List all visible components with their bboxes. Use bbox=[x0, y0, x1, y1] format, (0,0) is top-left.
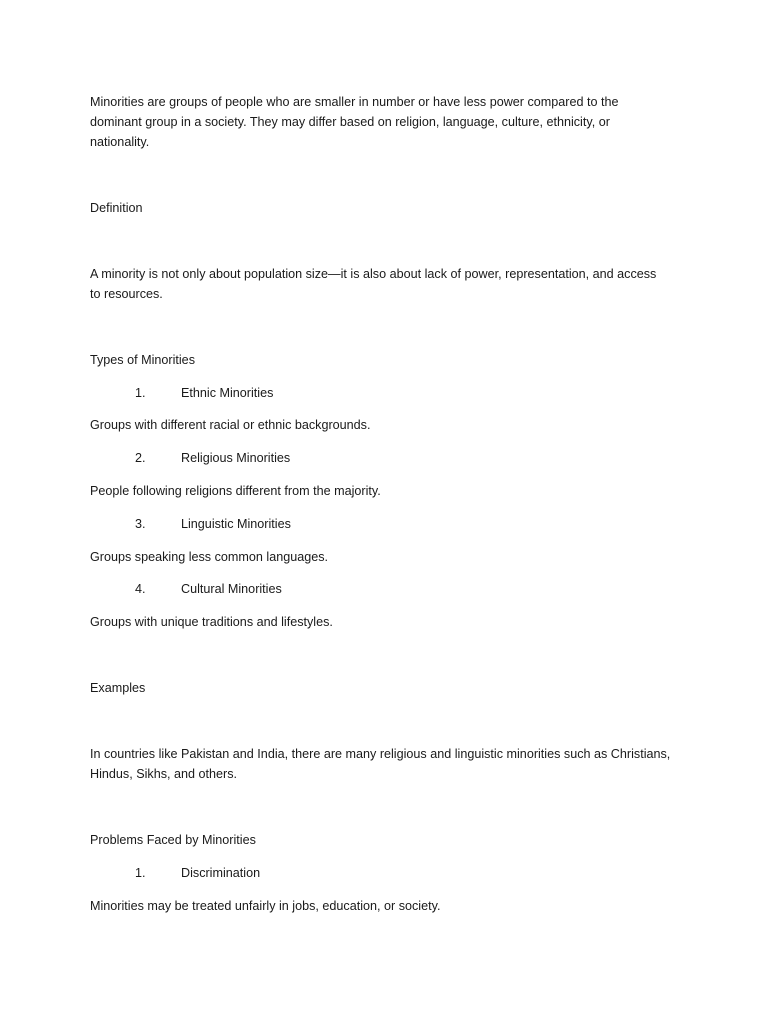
type-4-label: Cultural Minorities bbox=[181, 582, 282, 596]
definition-heading: Definition bbox=[90, 201, 143, 215]
problem-1-label: Discrimination bbox=[181, 866, 261, 880]
intro-line-1: Minorities are groups of people who are smaller in number or have less power compared to the bbox=[90, 95, 619, 109]
intro-line-3: nationality. bbox=[90, 135, 150, 149]
type-1-description: Groups with different racial or ethnic backgrounds. bbox=[90, 418, 371, 432]
type-2-number: 2. bbox=[135, 451, 146, 465]
intro-line-2: dominant group in a society. They may differ based on religion, language, culture, ethnicity, or bbox=[90, 115, 610, 129]
types-heading: Types of Minorities bbox=[90, 353, 195, 367]
type-2-description: People following religions different from the majority. bbox=[90, 484, 381, 498]
type-1-number: 1. bbox=[135, 386, 146, 400]
type-4-description: Groups with unique traditions and lifestyles. bbox=[90, 615, 333, 629]
type-4-number: 4. bbox=[135, 582, 146, 596]
definition-line-2: to resources. bbox=[90, 287, 163, 301]
type-3-label: Linguistic Minorities bbox=[181, 517, 291, 531]
definition-line-1: A minority is not only about population size—it is also about lack of power, representation, and access bbox=[90, 267, 657, 281]
type-3-number: 3. bbox=[135, 517, 146, 531]
type-3-description: Groups speaking less common languages. bbox=[90, 550, 329, 564]
problem-1-number: 1. bbox=[135, 866, 146, 880]
problems-heading: Problems Faced by Minorities bbox=[90, 833, 256, 847]
type-2-label: Religious Minorities bbox=[181, 451, 291, 465]
problem-1-description: Minorities may be treated unfairly in jobs, education, or society. bbox=[90, 899, 441, 913]
type-1-label: Ethnic Minorities bbox=[181, 386, 274, 400]
examples-heading: Examples bbox=[90, 681, 146, 695]
examples-line-1: In countries like Pakistan and India, there are many religious and linguistic minorities such as Christians, bbox=[90, 747, 671, 761]
examples-line-2: Hindus, Sikhs, and others. bbox=[90, 767, 238, 781]
